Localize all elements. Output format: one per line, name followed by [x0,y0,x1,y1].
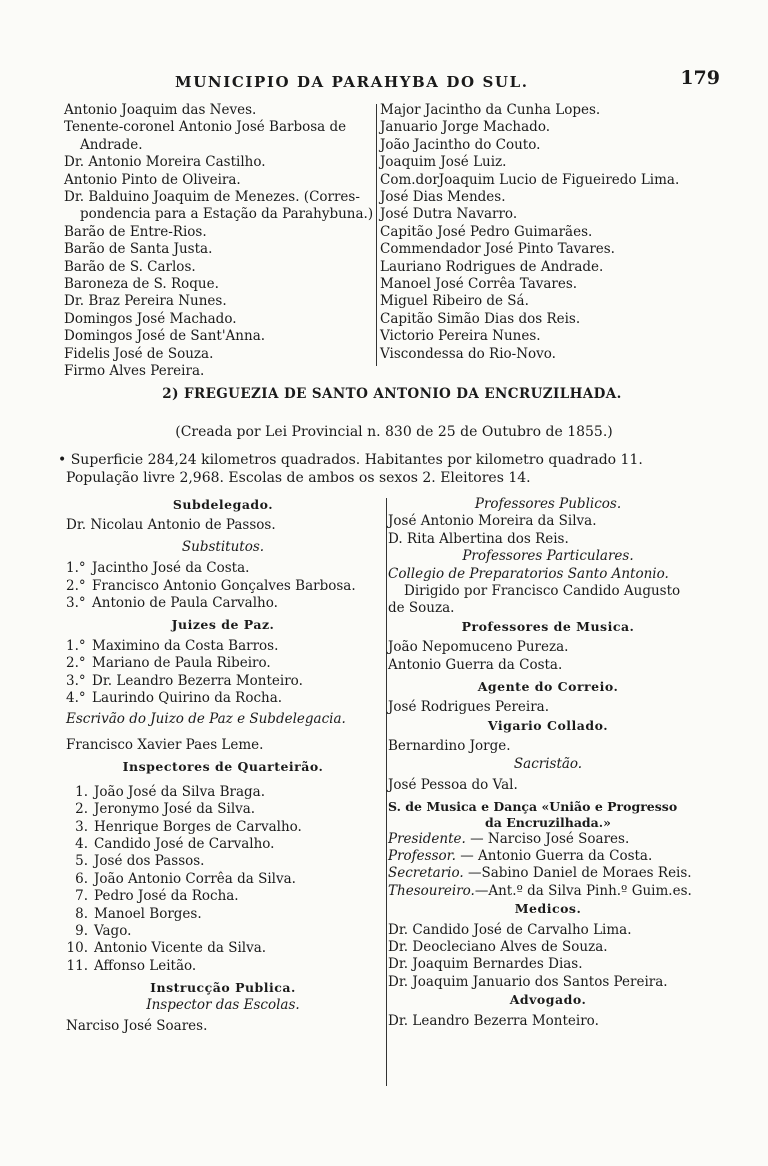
list-item: Barão de Santa Justa. [64,241,213,258]
stats-line: População livre 2,968. Escolas de ambos os sexos 2. Eleitores 14. [66,470,531,486]
advogado-heading: Advogado. [509,992,587,1008]
list-item: 3.° Dr. Leandro Bezerra Monteiro. [66,672,303,689]
list-item: Capitão Simão Dias dos Reis. [380,310,581,327]
list-item: Domingos José de Sant'Anna. [64,328,266,345]
list-item: Major Jacintho da Cunha Lopes. [380,102,601,118]
list-item: Viscondessa do Rio-Novo. [380,345,556,362]
list-item: 4. Candido José de Carvalho. [75,835,275,852]
subdelegado: Dr. Nicolau Antonio de Passos. [66,517,276,534]
collegio: Collegio de Preparatorios Santo Antonio. [388,565,669,582]
list-item: 6. João Antonio Corrêa da Silva. [75,870,296,887]
vigario: Bernardino Jorge. [388,738,511,755]
list-item: José Dutra Navarro. [380,206,518,223]
statistics [58,451,700,487]
list-item: pondencia para a Estação da Parahybuna.) [80,206,374,223]
list-item: Dr. Balduino Joaquim de Menezes. (Corres- [64,189,360,206]
list-item: 1.° Jacintho José da Costa. [66,560,250,577]
page-number: 179 [680,67,720,89]
list-item: Miguel Ribeiro de Sá. [380,293,529,310]
inspector-heading: Inspector das Escolas. [146,996,300,1013]
list-item: Victorio Pereira Nunes. [380,328,541,345]
inspectores-heading: Inspectores de Quarteirão. [122,759,324,775]
list-item: 9. Vago. [75,922,132,939]
tesoureiro: Thesoureiro.—Ant.º da Silva Pinh.º Guim.es. [388,882,692,899]
running-title: MUNICIPIO DA PARAHYBA DO SUL. [175,73,529,91]
list-item: Baroneza de S. Roque. [64,276,219,293]
list-item: Antonio Joaquim das Neves. [64,102,257,118]
list-item: Capitão José Pedro Guimarães. [380,223,593,240]
presidente: Presidente. — Narciso José Soares. [388,830,630,847]
list-item: Com.dorJoaquim Lucio de Figueiredo Lima. [380,171,680,188]
section-title: 2) FREGUEZIA DE SANTO ANTONIO DA ENCRUZILHADA. [162,386,622,402]
bottom-left-column [66,496,380,1035]
list-item: Barão de S. Carlos. [64,258,196,275]
list-item: Commendador José Pinto Tavares. [380,241,615,258]
list-item: Domingos José Machado. [64,310,237,327]
column-rule [376,104,377,366]
list-item: Dr. Deocleciano Alves de Souza. [388,938,608,955]
list-item: 1.° Maximino da Costa Barros. [66,637,279,654]
subdelegado-heading: Subdelegado. [172,497,274,512]
sociedade-line: S. de Musica e Dança «União e Progresso [388,798,678,814]
list-item: Januario Jorge Machado. [380,119,551,136]
list-item: D. Rita Albertina dos Reis. [388,530,569,547]
bottom-right-column [388,496,708,1030]
escrivao: Francisco Xavier Paes Leme. [66,736,264,753]
list-item: José Dias Mendes. [380,189,506,206]
list-item: Joaquim José Luiz. [380,154,507,171]
list-item: Tenente-coronel Antonio José Barbosa de [64,119,347,136]
juizes-heading: Juizes de Paz. [171,617,275,633]
collegio-director: Dirigido por Francisco Candido Augusto [404,583,681,600]
list-item: Dr. Antonio Moreira Castilho. [64,154,266,171]
correio-heading: Agente do Correio. [477,679,619,695]
instrucao-heading: Instrucção Publica. [150,980,296,996]
list-item: 11. Affonso Leitão. [66,957,197,974]
list-item: Dr. Candido José de Carvalho Lima. [388,921,632,938]
list-item: Antonio Pinto de Oliveira. [64,171,241,188]
prof-publicos-heading: Professores Publicos. [474,496,622,512]
creation-note: (Creada por Lei Provincial n. 830 de 25 de Outubro de 1855.) [175,424,613,440]
sacristao: José Pessoa do Val. [388,777,518,794]
list-item: Dr. Joaquim Bernardes Dias. [388,956,583,973]
list-item: Antonio Guerra da Costa. [388,656,563,673]
list-item: 10. Antonio Vicente da Silva. [66,940,267,957]
list-item: João Jacintho do Couto. [380,136,541,153]
list-item: Fidelis José de Souza. [64,345,214,362]
sociedade-line: da Encruzilhada.» [485,814,611,830]
page-header [60,67,720,96]
professor: Professor. — Antonio Guerra da Costa. [388,847,653,864]
list-item: 3.° Antonio de Paula Carvalho. [66,595,278,612]
prof-particulares-heading: Professores Particulares. [462,548,634,565]
list-item: Manoel José Corrêa Tavares. [380,276,578,293]
inspector: Narciso José Soares. [66,1017,208,1034]
column-rule [386,498,387,1086]
list-item: 2. Jeronymo José da Silva. [75,801,256,818]
advogado: Dr. Leandro Bezerra Monteiro. [388,1012,599,1029]
secretario: Secretario. —Sabino Daniel de Moraes Reis. [388,865,692,882]
vigario-heading: Vigario Collado. [487,717,609,733]
list-item: 8. Manoel Borges. [75,905,202,922]
collegio-director: de Souza. [388,600,455,617]
list-item: 4.° Laurindo Quirino da Rocha. [66,690,283,707]
list-item: Barão de Entre-Rios. [64,223,207,240]
list-item: Firmo Alves Pereira. [64,363,205,380]
sacristao-heading: Sacristão. [513,755,583,772]
list-item: Lauriano Rodrigues de Andrade. [380,258,604,275]
medicos-heading: Medicos. [514,901,582,917]
list-item: 1. João José da Silva Braga. [75,783,265,800]
stats-line: • Superficie 284,24 kilometros quadrados. Habitantes por kilometro quadrado 11. [58,452,643,468]
top-right-column [380,102,710,363]
substitutos-heading: Substitutos. [181,538,265,555]
top-left-column [64,102,374,381]
escrivao-heading: Escrivão do Juizo de Paz e Subdelegacia. [66,711,346,728]
sociedade-heading [388,799,708,831]
list-item: João Nepomuceno Pureza. [388,639,569,656]
list-item: Andrade. [80,136,143,153]
list-item: 2.° Mariano de Paula Ribeiro. [66,655,271,672]
prof-musica-heading: Professores de Musica. [461,618,635,634]
list-item: Dr. Joaquim Januario dos Santos Pereira. [388,973,668,990]
list-item: 3. Henrique Borges de Carvalho. [75,818,302,835]
correio: José Rodrigues Pereira. [388,699,550,716]
list-item: 2.° Francisco Antonio Gonçalves Barbosa. [66,577,356,594]
list-item: 7. Pedro José da Rocha. [75,888,239,905]
list-item: 5. José dos Passos. [75,853,205,870]
list-item: José Antonio Moreira da Silva. [388,513,597,530]
list-item: Dr. Braz Pereira Nunes. [64,293,227,310]
